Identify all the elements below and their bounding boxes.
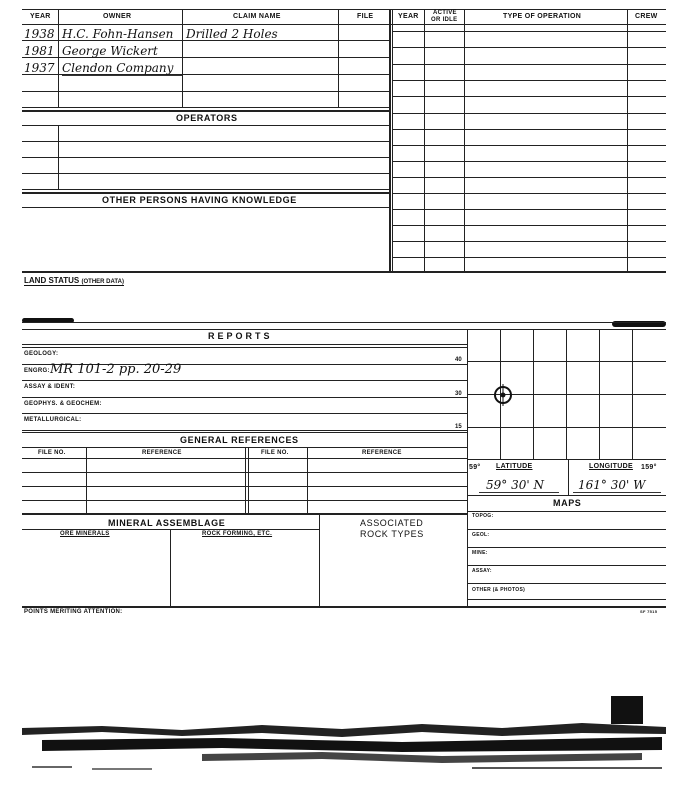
report-num-30: 30 [455, 391, 462, 397]
bottom-border [22, 271, 666, 273]
col-type-sep [627, 9, 628, 272]
maps-assay: ASSAY: [472, 568, 492, 574]
gen-ref-col-file-no: FILE NO. [38, 450, 66, 456]
section-top-line [22, 322, 666, 323]
owner-year-2: 1981 [24, 44, 55, 58]
operators-row-line [22, 173, 389, 174]
latitude-value: 59° 30' N [486, 478, 544, 492]
operators-top-rule [22, 110, 389, 112]
maps-heading: MAPS [553, 498, 582, 508]
maps-geol: GEOL: [472, 532, 490, 538]
associated-label: ASSOCIATED [360, 518, 424, 528]
top-border [22, 9, 666, 10]
maps-mine: MINE: [472, 550, 488, 556]
long-suffix: 159° [641, 464, 657, 471]
owner-year-3: 1937 [24, 61, 55, 75]
header-file: FILE [357, 13, 374, 20]
latlong-sep [568, 459, 569, 495]
operators-row-line [22, 189, 389, 190]
land-status [24, 276, 124, 286]
owner-name-2: George Wickert [62, 44, 158, 58]
report-row-line-2 [22, 432, 467, 433]
other-persons-rule-2 [22, 207, 389, 208]
gen-ref-col-file-no-2: FILE NO. [261, 450, 289, 456]
maps-row-line [467, 583, 666, 584]
owner-name-1: H.C. Fohn-Hansen [62, 27, 174, 41]
gen-ref-sep [86, 447, 87, 514]
ore-minerals-label: ORE MINERALS [60, 531, 110, 537]
operators-rule [22, 125, 389, 126]
latitude-label: LATITUDE [496, 463, 533, 470]
scan-noise-band [22, 718, 666, 778]
gen-ref-sep [248, 447, 249, 514]
maps-row-line [467, 529, 666, 530]
maps-row-line [467, 547, 666, 548]
land-status-sub: (OTHER DATA) [81, 279, 124, 285]
owner-underline [62, 75, 182, 76]
longitude-label: LONGITUDE [589, 463, 633, 470]
operators-row-line [22, 157, 389, 158]
mineral-assemblage-heading: MINERAL ASSEMBLAGE [108, 518, 226, 528]
report-num-15: 15 [455, 424, 462, 430]
maps-topog: TOPOG: [472, 513, 494, 519]
header-or-idle: OR IDLE [431, 17, 458, 23]
center-divider-2 [392, 9, 393, 272]
maps-row-line [467, 565, 666, 566]
assoc-sep [319, 515, 320, 606]
report-row-line [22, 397, 467, 398]
longitude-value: 161° 30' W [578, 478, 646, 492]
col-year2-sep [424, 9, 425, 272]
header-year2: YEAR [398, 13, 419, 20]
other-persons-heading: OTHER PERSONS HAVING KNOWLEDGE [102, 195, 297, 205]
gen-ref-row-line [22, 486, 467, 487]
lat-prefix: 59° [469, 464, 481, 471]
owner-claim-1: Drilled 2 Holes [186, 27, 278, 41]
gen-ref-col-reference-2: REFERENCE [362, 450, 402, 456]
report-assay-label: ASSAY & IDENT: [24, 384, 76, 390]
general-references-heading: GENERAL REFERENCES [180, 435, 299, 445]
report-row-line [22, 380, 467, 381]
rock-forming-label: ROCK FORMING, ETC. [202, 531, 273, 537]
header-rule [22, 24, 666, 25]
header-crew: CREW [635, 13, 658, 20]
col-active-sep [464, 9, 465, 272]
report-geophys-label: GEOPHYS. & GEOCHEM: [24, 401, 102, 407]
owner-row-line [22, 91, 389, 92]
col-owner-sep [182, 9, 183, 107]
latitude-underline [479, 492, 559, 493]
header-claim-name: CLAIM NAME [233, 13, 281, 20]
reports-rule [22, 344, 467, 345]
land-status-label: LAND STATUS [24, 276, 80, 285]
report-engrg-label: ENGRG: [24, 368, 50, 374]
maps-top-rule [467, 495, 666, 496]
operators-col-sep [58, 125, 59, 189]
reports-heading: REPORTS [208, 331, 273, 341]
gen-ref-row-line [22, 500, 467, 501]
col-year-sep [58, 9, 59, 107]
operators-heading: OPERATORS [176, 113, 238, 123]
maps-other: OTHER (& PHOTOS) [472, 587, 526, 593]
section-bottom-rule [22, 606, 666, 608]
report-geology-label: GEOLOGY: [24, 351, 59, 357]
header-owner: OWNER [103, 13, 132, 20]
owner-name-3: Clendon Company [62, 61, 174, 75]
form-code: SF 7515 [640, 609, 658, 614]
mineral-sep [170, 529, 171, 606]
report-row-line [22, 413, 467, 414]
owner-row-line [22, 107, 389, 108]
report-row-line [22, 430, 467, 431]
operators-row-line [22, 141, 389, 142]
header-type-of-operation: TYPE OF OPERATION [503, 13, 582, 20]
maps-row-line [467, 599, 666, 600]
header-active: ACTIVE [433, 10, 457, 16]
center-divider [389, 9, 391, 272]
longitude-underline [573, 492, 661, 493]
header-year: YEAR [30, 13, 51, 20]
maps-rule [467, 511, 666, 512]
other-persons-rule [22, 192, 389, 194]
location-marker-icon [492, 384, 514, 406]
report-metallurgical-label: METALLURGICAL: [24, 417, 82, 423]
gen-ref-col-reference: REFERENCE [142, 450, 182, 456]
gen-ref-row-line [22, 472, 467, 473]
gen-ref-sep [245, 447, 246, 514]
col-claim-sep [338, 9, 339, 107]
rock-types-label: ROCK TYPES [360, 529, 424, 539]
gen-ref-bottom-rule [22, 513, 467, 515]
points-meriting-attention: POINTS MERITING ATTENTION: [24, 609, 123, 615]
section-top-line-2 [22, 329, 666, 330]
reports-rule-2 [22, 347, 467, 348]
report-num-40: 40 [455, 357, 462, 363]
gen-ref-sep [307, 447, 308, 514]
owner-year-1: 1938 [24, 27, 55, 41]
report-engrg-value: MR 101-2 pp. 20-29 [50, 362, 182, 377]
